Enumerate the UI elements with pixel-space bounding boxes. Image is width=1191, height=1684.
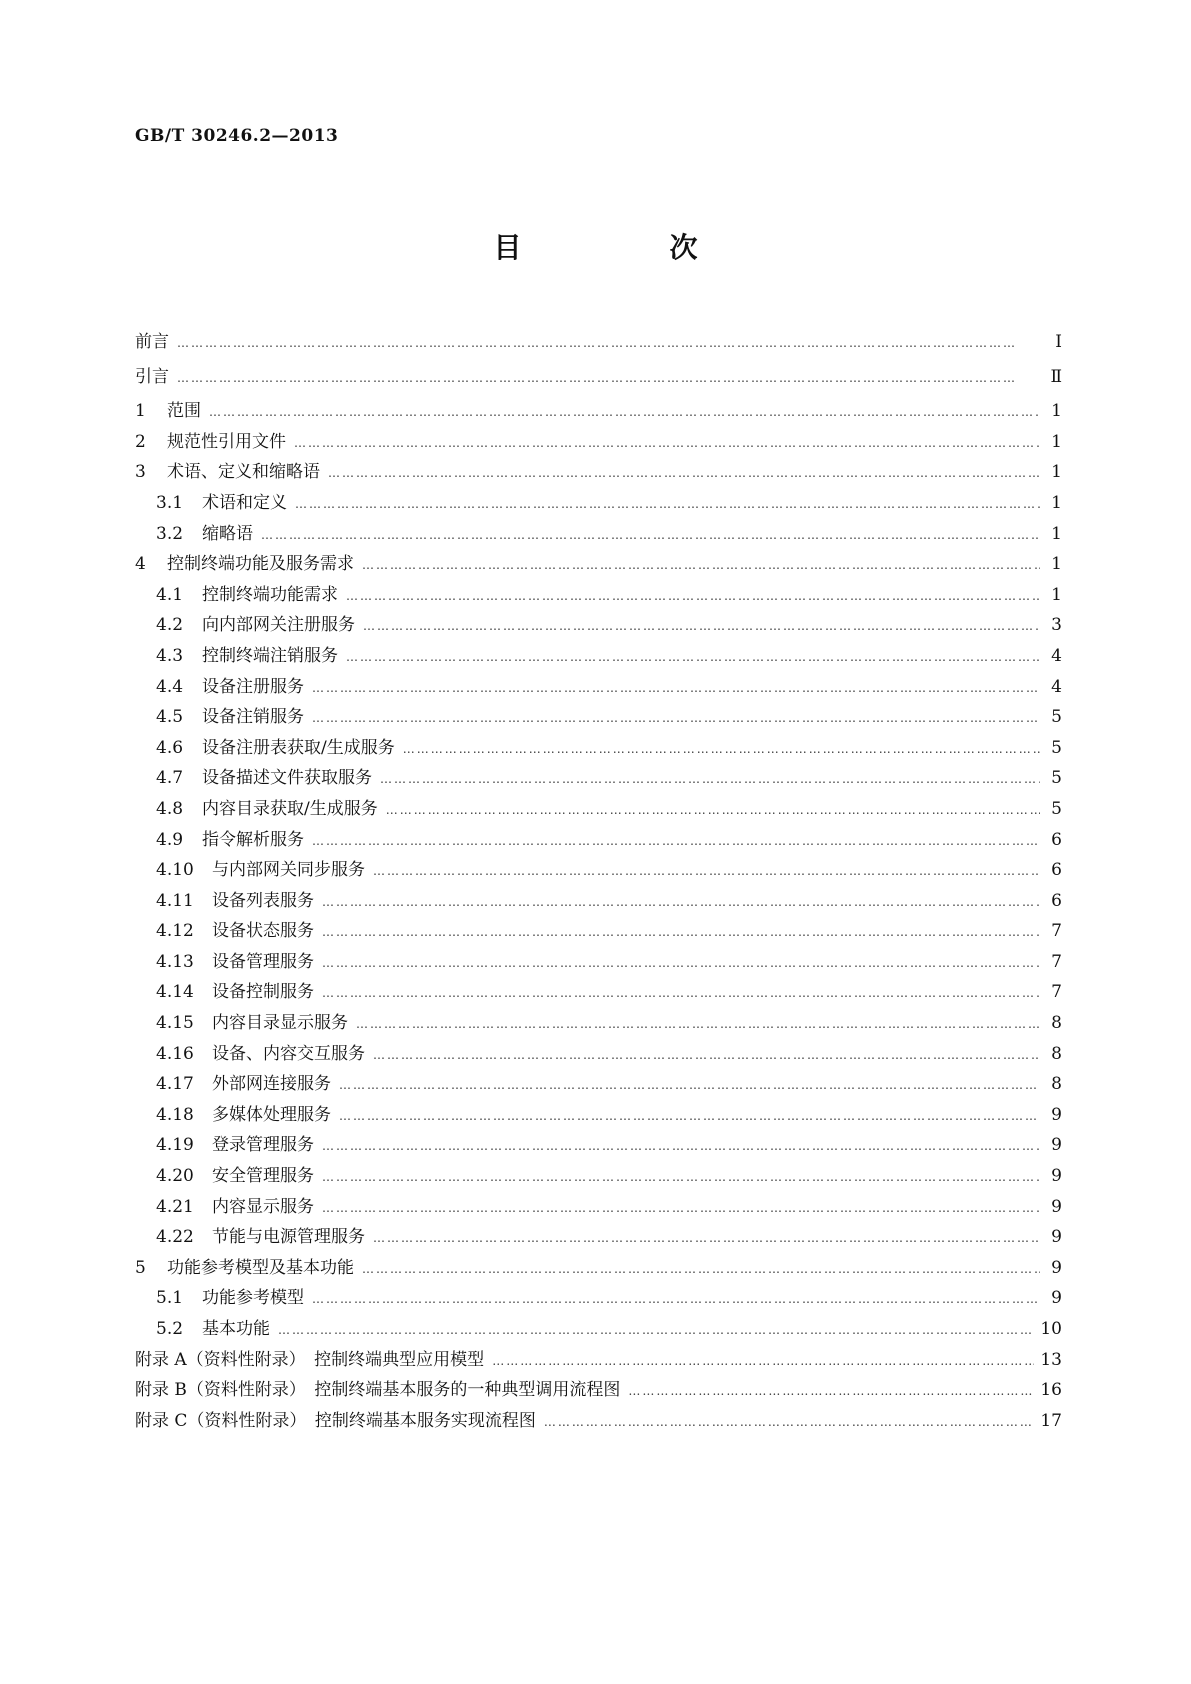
toc-entry-number: 4.18 bbox=[156, 1104, 194, 1125]
toc-entry-page: 7 bbox=[1051, 951, 1062, 972]
toc-entry-page: 1 bbox=[1051, 523, 1062, 544]
toc-entry-page: 5 bbox=[1051, 798, 1062, 819]
toc-entry[interactable] bbox=[135, 1130, 1062, 1161]
toc-leader-dots bbox=[339, 1109, 1040, 1123]
toc-leader-dots bbox=[339, 1078, 1040, 1092]
toc-entry-title: 范围 bbox=[167, 401, 201, 422]
toc-entry-page: 6 bbox=[1051, 829, 1062, 850]
toc-entry[interactable] bbox=[135, 327, 1062, 362]
toc-leader-dots bbox=[380, 772, 1040, 786]
toc-entry-number: 4.13 bbox=[156, 951, 194, 972]
toc-entry-number: 4.16 bbox=[156, 1043, 194, 1064]
toc-leader-dots bbox=[362, 558, 1040, 572]
toc-entry-page: 13 bbox=[1040, 1349, 1062, 1370]
toc-entry-page: 9 bbox=[1051, 1196, 1062, 1217]
toc-entry-title: 规范性引用文件 bbox=[167, 431, 286, 452]
toc-entry[interactable] bbox=[135, 519, 1062, 550]
toc-entry-title: 设备注销服务 bbox=[202, 707, 304, 728]
toc-entry-number: 2 bbox=[135, 431, 146, 452]
toc-entry[interactable] bbox=[135, 947, 1062, 978]
toc-entry-number: 1 bbox=[135, 401, 146, 422]
toc-entry[interactable] bbox=[135, 825, 1062, 856]
toc-entry-title: 控制终端功能需求 bbox=[202, 584, 338, 605]
page-title: 目 次 bbox=[493, 231, 758, 264]
toc-entry-title: 设备状态服务 bbox=[212, 921, 314, 942]
toc-entry-page: 7 bbox=[1051, 982, 1062, 1003]
toc-entry-number: 4.14 bbox=[156, 982, 194, 1003]
toc-leader-dots bbox=[346, 589, 1040, 603]
toc-entry-page: 9 bbox=[1051, 1135, 1062, 1156]
toc-entry-title: 功能参考模型 bbox=[202, 1288, 304, 1309]
toc-leader-dots bbox=[373, 864, 1040, 878]
toc-entry-number: 4.1 bbox=[156, 584, 184, 605]
toc-entry-page: Ⅰ bbox=[1055, 332, 1062, 352]
toc-entry-title: 内容显示服务 bbox=[212, 1196, 314, 1217]
toc-entry[interactable] bbox=[135, 672, 1062, 703]
toc-entry-page: 9 bbox=[1051, 1257, 1062, 1278]
toc-leader-dots bbox=[322, 956, 1040, 970]
toc-entry[interactable] bbox=[135, 1039, 1062, 1070]
toc-entry-title: 附录 C（资料性附录） 控制终端基本服务实现流程图 bbox=[135, 1410, 536, 1431]
toc-entry[interactable] bbox=[135, 362, 1062, 397]
toc-entry-title: 控制终端功能及服务需求 bbox=[167, 554, 354, 575]
toc-entry-number: 4.12 bbox=[156, 921, 194, 942]
toc-entry[interactable] bbox=[135, 1314, 1062, 1345]
toc-entry-page: 1 bbox=[1051, 492, 1062, 513]
toc-entry-title: 设备、内容交互服务 bbox=[212, 1043, 365, 1064]
toc-entry-number: 4 bbox=[135, 554, 146, 575]
toc-entry-title: 附录 A（资料性附录） 控制终端典型应用模型 bbox=[135, 1349, 485, 1370]
toc-entry-number: 4.17 bbox=[156, 1074, 194, 1095]
toc-entry-title: 内容目录显示服务 bbox=[212, 1013, 348, 1034]
toc-leader-dots bbox=[278, 1323, 1034, 1337]
toc-entry[interactable] bbox=[135, 886, 1062, 917]
toc-entry[interactable] bbox=[135, 1283, 1062, 1314]
toc-leader-dots bbox=[312, 681, 1040, 695]
toc-entry-title: 术语和定义 bbox=[202, 492, 287, 513]
toc-entry-number: 4.2 bbox=[156, 615, 184, 636]
toc-entry-title: 内容目录获取/生成服务 bbox=[202, 798, 378, 819]
toc-entry[interactable] bbox=[135, 733, 1062, 764]
toc-leader-dots bbox=[363, 619, 1040, 633]
toc-entry[interactable] bbox=[135, 855, 1062, 886]
toc-entry-title: 外部网连接服务 bbox=[212, 1074, 331, 1095]
toc-entry-number: 4.19 bbox=[156, 1135, 194, 1156]
toc-leader-dots bbox=[403, 742, 1040, 756]
toc-entry-page: 1 bbox=[1051, 462, 1062, 483]
toc-entry-title: 控制终端注销服务 bbox=[202, 645, 338, 666]
toc-entry-title: 多媒体处理服务 bbox=[212, 1104, 331, 1125]
table-of-contents bbox=[135, 327, 1062, 1436]
toc-entry[interactable] bbox=[135, 1222, 1062, 1253]
toc-entry-page: 6 bbox=[1051, 860, 1062, 881]
toc-entry-title: 术语、定义和缩略语 bbox=[167, 462, 320, 483]
toc-entry-page: 1 bbox=[1051, 554, 1062, 575]
toc-leader-dots bbox=[209, 405, 1040, 419]
toc-entry-number: 4.6 bbox=[156, 737, 184, 758]
toc-entry-number: 4.3 bbox=[156, 645, 184, 666]
toc-entry-page: 4 bbox=[1051, 676, 1062, 697]
toc-leader-dots bbox=[261, 528, 1040, 542]
toc-entry-number: 4.7 bbox=[156, 768, 184, 789]
toc-entry-page: 8 bbox=[1051, 1074, 1062, 1095]
toc-leader-dots bbox=[322, 925, 1040, 939]
toc-leader-dots bbox=[386, 803, 1040, 817]
toc-entry[interactable] bbox=[135, 916, 1062, 947]
toc-entry-number: 5.2 bbox=[156, 1319, 184, 1339]
toc-entry-number: 4.20 bbox=[156, 1166, 194, 1187]
toc-entry-page: 5 bbox=[1051, 737, 1062, 758]
toc-entry[interactable] bbox=[135, 1253, 1062, 1284]
toc-leader-dots bbox=[322, 986, 1040, 1000]
toc-entry-page: 9 bbox=[1051, 1288, 1062, 1309]
toc-entry[interactable] bbox=[135, 641, 1062, 672]
toc-entry-title: 指令解析服务 bbox=[202, 829, 304, 850]
toc-leader-dots bbox=[312, 1292, 1040, 1306]
toc-leader-dots bbox=[322, 1170, 1040, 1184]
toc-entry-page: 9 bbox=[1051, 1166, 1062, 1187]
toc-leader-dots bbox=[328, 466, 1040, 480]
toc-entry[interactable] bbox=[135, 702, 1062, 733]
toc-entry-title: 基本功能 bbox=[202, 1319, 270, 1339]
toc-entry-title: 缩略语 bbox=[202, 523, 253, 544]
toc-entry[interactable] bbox=[135, 610, 1062, 641]
toc-entry-title: 引言 bbox=[135, 366, 169, 387]
toc-entry-number: 5 bbox=[135, 1257, 146, 1278]
toc-leader-dots bbox=[312, 834, 1040, 848]
toc-entry-page: 4 bbox=[1051, 645, 1062, 666]
toc-leader-dots bbox=[322, 1201, 1040, 1215]
toc-entry[interactable] bbox=[135, 794, 1062, 825]
toc-leader-dots bbox=[373, 1231, 1040, 1245]
toc-entry[interactable] bbox=[135, 763, 1062, 794]
toc-leader-dots bbox=[356, 1017, 1040, 1031]
toc-entry[interactable] bbox=[135, 1345, 1062, 1376]
toc-leader-dots bbox=[628, 1384, 1034, 1398]
toc-entry[interactable] bbox=[135, 1161, 1062, 1192]
toc-leader-dots bbox=[322, 895, 1040, 909]
toc-entry-page: 5 bbox=[1051, 707, 1062, 728]
toc-entry-title: 设备控制服务 bbox=[212, 982, 314, 1003]
toc-entry-page: Ⅱ bbox=[1050, 366, 1062, 387]
toc-entry[interactable] bbox=[135, 580, 1062, 611]
toc-entry[interactable] bbox=[135, 1375, 1062, 1406]
toc-leader-dots bbox=[492, 1354, 1034, 1368]
toc-entry-number: 4.11 bbox=[156, 890, 194, 911]
toc-entry-title: 功能参考模型及基本功能 bbox=[167, 1257, 354, 1278]
toc-entry[interactable] bbox=[135, 427, 1062, 458]
toc-entry[interactable] bbox=[135, 1069, 1062, 1100]
toc-entry-number: 4.8 bbox=[156, 798, 184, 819]
toc-entry-number: 4.10 bbox=[156, 860, 194, 881]
toc-entry-page: 9 bbox=[1051, 1104, 1062, 1125]
toc-entry-number: 3.1 bbox=[156, 492, 184, 513]
toc-entry-number: 4.5 bbox=[156, 707, 184, 728]
toc-entry-number: 3.2 bbox=[156, 523, 184, 544]
document-code: GB/T 30246.2—2013 bbox=[135, 126, 339, 146]
toc-leader-dots bbox=[295, 497, 1040, 511]
toc-entry-number: 4.15 bbox=[156, 1013, 194, 1034]
toc-entry-page: 8 bbox=[1051, 1013, 1062, 1034]
toc-entry-number: 3 bbox=[135, 462, 146, 483]
toc-entry-title: 安全管理服务 bbox=[212, 1166, 314, 1187]
toc-leader-dots bbox=[312, 711, 1040, 725]
toc-leader-dots bbox=[294, 436, 1040, 450]
toc-entry-number: 4.22 bbox=[156, 1227, 194, 1248]
toc-entry-title: 设备列表服务 bbox=[212, 890, 314, 911]
toc-entry[interactable] bbox=[135, 1008, 1062, 1039]
toc-entry-title: 与内部网关同步服务 bbox=[212, 860, 365, 881]
toc-entry-title: 设备注册服务 bbox=[202, 676, 304, 697]
toc-leader-dots bbox=[346, 650, 1040, 664]
toc-entry[interactable] bbox=[135, 396, 1062, 427]
toc-leader-dots bbox=[177, 336, 1040, 350]
toc-entry-title: 节能与电源管理服务 bbox=[212, 1227, 365, 1248]
toc-entry-page: 3 bbox=[1051, 615, 1062, 636]
toc-leader-dots bbox=[322, 1139, 1040, 1153]
toc-entry[interactable] bbox=[135, 549, 1062, 580]
toc-entry-title: 设备描述文件获取服务 bbox=[202, 768, 372, 789]
toc-entry-page: 1 bbox=[1051, 401, 1062, 422]
toc-entry[interactable] bbox=[135, 488, 1062, 519]
toc-entry-number: 4.21 bbox=[156, 1196, 194, 1217]
toc-entry-page: 6 bbox=[1051, 890, 1062, 911]
toc-leader-dots bbox=[373, 1048, 1040, 1062]
toc-entry-number: 5.1 bbox=[156, 1288, 184, 1309]
toc-entry-page: 7 bbox=[1051, 921, 1062, 942]
toc-entry-title: 登录管理服务 bbox=[212, 1135, 314, 1156]
toc-entry-title: 设备管理服务 bbox=[212, 951, 314, 972]
toc-entry[interactable] bbox=[135, 977, 1062, 1008]
toc-entry-page: 9 bbox=[1051, 1227, 1062, 1248]
toc-entry-number: 4.4 bbox=[156, 676, 184, 697]
toc-entry-page: 1 bbox=[1051, 431, 1062, 452]
toc-leader-dots bbox=[177, 371, 1040, 385]
toc-entry-page: 17 bbox=[1040, 1410, 1062, 1431]
toc-entry-page: 5 bbox=[1051, 768, 1062, 789]
toc-entry-number: 4.9 bbox=[156, 829, 184, 850]
toc-entry[interactable] bbox=[135, 457, 1062, 488]
toc-entry-title: 向内部网关注册服务 bbox=[202, 615, 355, 636]
toc-entry[interactable] bbox=[135, 1406, 1062, 1437]
toc-entry-title: 附录 B（资料性附录） 控制终端基本服务的一种典型调用流程图 bbox=[135, 1380, 621, 1401]
toc-entry-page: 10 bbox=[1040, 1319, 1062, 1339]
toc-entry-page: 8 bbox=[1051, 1043, 1062, 1064]
toc-entry[interactable] bbox=[135, 1100, 1062, 1131]
toc-leader-dots bbox=[544, 1415, 1034, 1429]
toc-entry-title: 前言 bbox=[135, 332, 169, 352]
toc-entry[interactable] bbox=[135, 1192, 1062, 1223]
toc-entry-page: 16 bbox=[1040, 1380, 1062, 1401]
toc-leader-dots bbox=[362, 1262, 1040, 1276]
toc-entry-title: 设备注册表获取/生成服务 bbox=[202, 737, 395, 758]
toc-entry-page: 1 bbox=[1051, 584, 1062, 605]
